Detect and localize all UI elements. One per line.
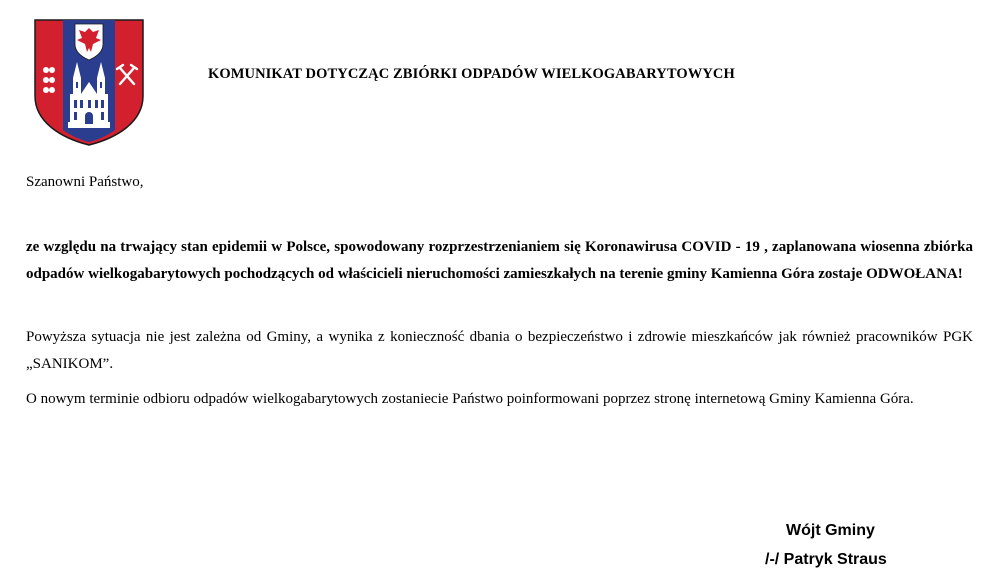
document-title: KOMUNIKAT DOTYCZĄC ZBIÓRKI ODPADÓW WIELKOGABARYTOWYCH [208, 66, 735, 82]
paragraph-new-date-info: O nowym terminie odbioru odpadów wielkogabarytowych zostaniecie Państwo poinformowani poprzez stronę internetową Gminy Kamienna Góra. [26, 391, 914, 407]
greeting: Szanowni Państwo, [26, 174, 144, 190]
coat-of-arms-icon [33, 18, 145, 146]
signature-role: Wójt Gminy [786, 522, 875, 539]
paragraph-announcement: ze względu na trwający stan epidemii w Polsce, spowodowany rozprzestrzenianiem się Koronawirusa COVID - 19 , zaplanowana wiosenna zbiórka odpadów wielkogabarytowych pochodzących od właścicieli nieruchomości zamieszkałych na terenie gminy Kamienna Góra zostaje ODWOŁANA! [26, 239, 973, 282]
paragraph-explanation: Powyższa sytuacja nie jest zależna od Gminy, a wynika z konieczność dbania o bezpieczeństwo i zdrowie mieszkańców jak również pracowników PGK „SANIKOM”. [26, 329, 973, 372]
signature-name: /-/ Patryk Straus [765, 551, 887, 568]
